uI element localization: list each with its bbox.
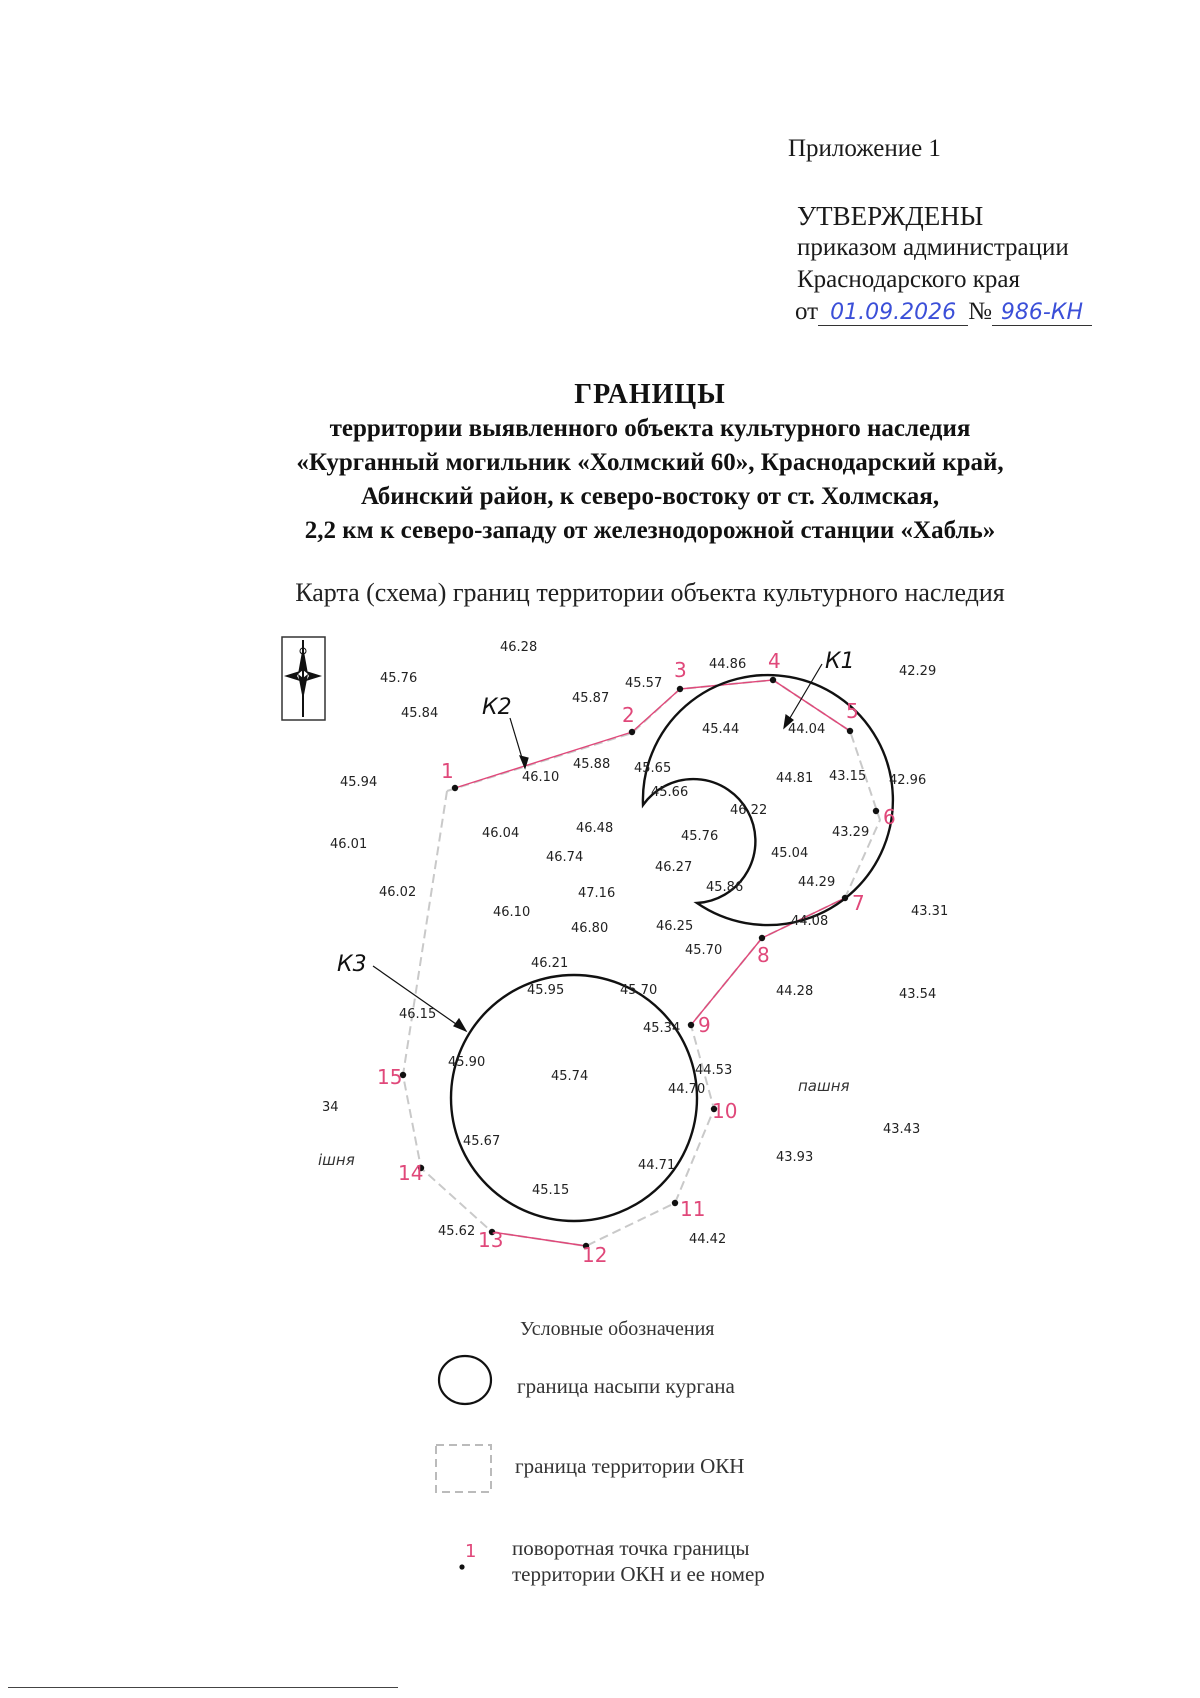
turning-point-label-13: 13 (478, 1228, 504, 1252)
elevation-mark: 46.15 (399, 1007, 437, 1022)
elevation-mark: 44.86 (709, 657, 747, 672)
approval-line-2: Краснодарского края (797, 266, 1020, 293)
elevation-mark: 45.65 (634, 761, 672, 776)
north-arrow-icon (282, 637, 325, 720)
elevation-mark: 43.43 (883, 1122, 921, 1137)
elevation-mark: 46.27 (655, 860, 693, 875)
document-title (150, 378, 1150, 548)
bottom-rule (8, 1687, 398, 1688)
elevation-mark: 43.15 (829, 769, 867, 784)
turning-point-label-2: 2 (622, 703, 635, 727)
elevation-mark: 45.57 (625, 676, 663, 691)
approval-line-1: приказом администрации (797, 234, 1069, 261)
elevation-mark: 45.62 (438, 1224, 476, 1239)
elevation-mark: 44.71 (638, 1158, 676, 1173)
mound-label-k2: К2 (482, 695, 512, 720)
elevation-mark: 45.76 (380, 671, 418, 686)
elevation-mark: 45.66 (651, 785, 689, 800)
mound-label-k1: К1 (825, 649, 855, 674)
turning-point-label-1: 1 (441, 759, 454, 783)
elevation-mark: 44.81 (776, 771, 814, 786)
approval-block (797, 200, 1092, 328)
mound-outlines (451, 675, 893, 1221)
turning-point-11 (672, 1200, 678, 1206)
elevation-mark: 45.70 (620, 983, 658, 998)
turning-point-label-15: 15 (377, 1065, 403, 1089)
title-line-2: «Курганный могильник «Холмский 60», Краснодарский край, (296, 449, 1004, 476)
turning-points (377, 649, 896, 1267)
elevation-mark: 45.94 (340, 775, 378, 790)
elevation-mark: 46.80 (571, 921, 609, 936)
approval-date: 01.09.2026 (818, 301, 968, 326)
turning-point-label-7: 7 (852, 891, 865, 915)
elevation-mark: 43.31 (911, 904, 949, 919)
elevation-mark: 42.29 (899, 664, 937, 679)
legend-item-mound: граница насыпи кургана (517, 1374, 735, 1398)
turning-point-3 (677, 686, 683, 692)
turning-point-1 (452, 785, 458, 791)
elevation-mark: 42.96 (889, 773, 927, 788)
elevation-mark: 47.16 (578, 886, 616, 901)
approval-date-line (795, 296, 1092, 328)
elevation-mark: 45.34 (643, 1021, 681, 1036)
elevation-mark: 45.95 (527, 983, 565, 998)
title-line-4: 2,2 км к северо-западу от железнодорожной станции «Хабль» (304, 517, 996, 544)
boundary-map (0, 620, 1200, 1280)
elevation-mark: 46.21 (531, 956, 569, 971)
elevation-mark: 45.15 (532, 1183, 570, 1198)
elevation-mark: 46.28 (500, 640, 538, 655)
elevation-mark: 44.53 (695, 1063, 733, 1078)
elevation-mark: 44.42 (689, 1232, 727, 1247)
turning-point-9 (688, 1022, 694, 1028)
turning-point-8 (759, 935, 765, 941)
appendix-label: Приложение 1 (788, 135, 941, 162)
elevation-mark: 34 (322, 1100, 339, 1115)
turning-point-label-9: 9 (698, 1013, 711, 1037)
turning-point-label-5: 5 (846, 699, 859, 723)
land-label-field: пашня (798, 1077, 850, 1095)
elevation-mark: 43.93 (776, 1150, 814, 1165)
legend-item-territory: граница территории ОКН (515, 1454, 745, 1478)
elevation-mark: 43.29 (832, 825, 870, 840)
elevation-mark: 45.04 (771, 846, 809, 861)
turning-point-label-8: 8 (757, 943, 770, 967)
turning-point-label-11: 11 (680, 1197, 706, 1221)
turning-point-label-10: 10 (712, 1099, 738, 1123)
elevation-mark: 46.01 (330, 837, 368, 852)
legend-item-turning-point (512, 1535, 765, 1587)
turning-point-7 (842, 895, 848, 901)
turning-point-label-14: 14 (398, 1161, 424, 1185)
approval-from-label: от (795, 298, 819, 325)
turning-point-label-4: 4 (768, 649, 781, 673)
elevation-mark: 45.87 (572, 691, 610, 706)
turning-point-5 (847, 728, 853, 734)
elevation-mark: 46.48 (576, 821, 614, 836)
elevation-mark: 46.10 (493, 905, 531, 920)
elevation-mark: 44.08 (791, 914, 829, 929)
elevation-mark: 46.10 (522, 770, 560, 785)
turning-point-label-12: 12 (582, 1243, 608, 1267)
turning-point-label-3: 3 (674, 658, 687, 682)
elevation-mark: 45.74 (551, 1069, 589, 1084)
turning-point-2 (629, 729, 635, 735)
land-label-field-partial: ішня (318, 1151, 355, 1169)
turning-point-symbol-icon (459, 1541, 476, 1570)
elevation-mark: 45.76 (681, 829, 719, 844)
elevation-mark: 45.67 (463, 1134, 501, 1149)
turning-point-4 (770, 677, 776, 683)
legend-title: Условные обозначения (520, 1318, 715, 1340)
title-line-3: Абинский район, к северо-востоку от ст. Холмская, (360, 483, 940, 510)
mound-label-k3: К3 (337, 952, 367, 977)
title-line-1: территории выявленного объекта культурного наследия (329, 415, 971, 442)
turning-point-6 (873, 808, 879, 814)
elevation-mark: 45.44 (702, 722, 740, 737)
turning-point-label-6: 6 (883, 805, 896, 829)
map-subtitle: Карта (схема) границ территории объекта культурного наследия (295, 578, 1005, 607)
legend-point-sample: 1 (465, 1541, 477, 1562)
elevation-mark: 45.86 (706, 880, 744, 895)
legend-item-turning-point-line-1: поворотная точка границы (512, 1536, 750, 1560)
elevation-mark: 45.88 (573, 757, 611, 772)
elevation-mark: 44.04 (788, 722, 826, 737)
dashed-rectangle-symbol-icon (436, 1445, 491, 1492)
elevation-mark: 46.74 (546, 850, 584, 865)
elevation-mark: 43.54 (899, 987, 937, 1002)
elevation-mark: 45.84 (401, 706, 439, 721)
elevation-mark: 44.29 (798, 875, 836, 890)
elevation-mark: 46.02 (379, 885, 417, 900)
elevation-mark: 45.90 (448, 1055, 486, 1070)
approval-number: 986-КН (992, 301, 1092, 326)
circle-symbol-icon (439, 1356, 491, 1404)
legend-item-turning-point-line-2: территории ОКН и ее номер (512, 1562, 765, 1586)
title-main: ГРАНИЦЫ (574, 379, 726, 410)
elevation-mark: 46.22 (730, 803, 768, 818)
elevation-mark: 46.25 (656, 919, 694, 934)
approval-title: УТВЕРЖДЕНЫ (797, 201, 984, 231)
elevation-mark: 46.04 (482, 826, 520, 841)
elevation-mark: 45.70 (685, 943, 723, 958)
legend-symbols (430, 1345, 510, 1625)
mound-k3 (451, 975, 697, 1221)
elevation-mark: 44.28 (776, 984, 814, 999)
elevation-mark: 44.70 (668, 1082, 706, 1097)
approval-number-label: № (968, 298, 992, 325)
